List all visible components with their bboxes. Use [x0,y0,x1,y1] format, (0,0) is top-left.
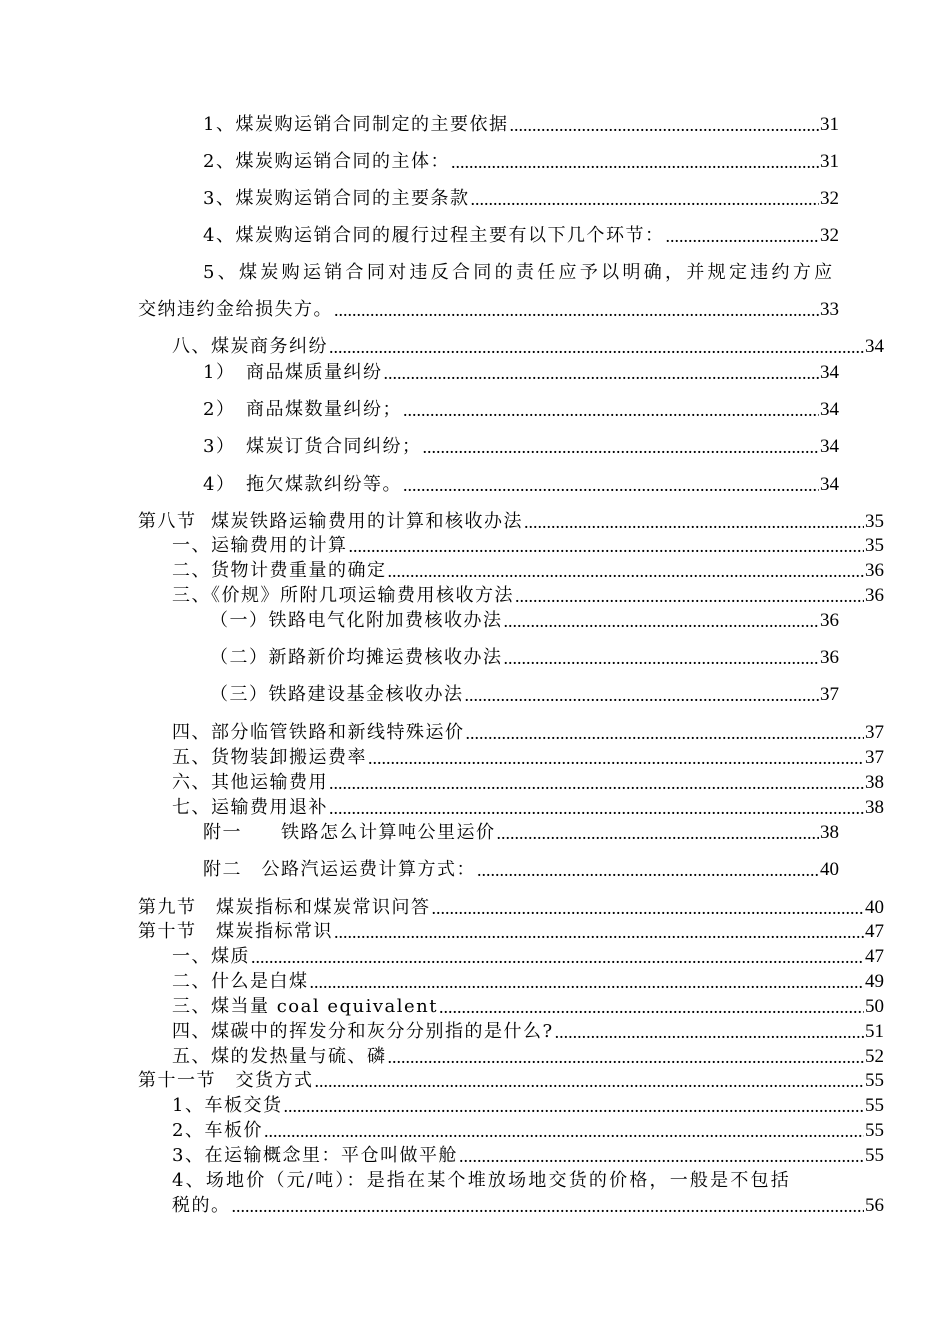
toc-entry[interactable] [172,336,884,358]
dot-leader [232,1195,865,1217]
dot-leader [329,336,864,358]
toc-entry-title: 第十节 煤炭指标常识 [138,921,333,942]
dot-leader [403,399,819,421]
toc-entry-title: 税的。 [172,1195,231,1216]
toc-entry[interactable] [172,535,884,557]
toc-page-number: 34 [820,436,839,457]
toc-entry[interactable] [172,946,884,968]
toc-entry[interactable] [138,511,884,533]
toc-entry[interactable] [138,921,884,943]
toc-page-number: 34 [865,336,884,357]
toc-page-number: 34 [820,362,839,383]
dot-leader [504,647,820,669]
toc-entry-title: 4） 拖欠煤款纠纷等。 [203,474,402,495]
toc-page-number: 49 [865,971,884,992]
toc-entry[interactable] [172,1021,884,1043]
toc-entry-title[interactable]: 5、煤炭购运销合同对违反合同的责任应予以明确，并规定违约方应 [203,262,836,283]
toc-page-number: 36 [820,610,839,631]
dot-leader [451,151,819,173]
dot-leader [251,946,864,968]
toc-entry[interactable] [172,1145,884,1167]
toc-page-number: 40 [865,897,884,918]
toc-entry-title: （二）新路新价均摊运费核收办法 [210,647,503,668]
dot-leader [422,436,819,458]
dot-leader [334,299,819,321]
toc-entry[interactable] [172,971,884,993]
toc-page-number: 35 [865,535,884,556]
toc-entry-title: 三、《价规》所附几项运输费用核收方法 [172,585,514,606]
toc-entry[interactable] [210,647,839,669]
toc-entry-title: （三）铁路建设基金核收办法 [210,684,464,705]
dot-leader [329,772,864,794]
toc-page-number: 34 [820,399,839,420]
toc-entry[interactable] [203,151,839,173]
toc-entry[interactable] [203,474,839,496]
dot-leader [349,535,865,557]
toc-entry[interactable] [203,225,839,247]
toc-entry[interactable] [172,996,884,1018]
toc-entry-title: 2、车板价 [172,1120,263,1141]
toc-entry-title: 附二 公路汽运运费计算方式： [203,859,476,880]
toc-entry-title: （一）铁路电气化附加费核收办法 [210,610,503,631]
toc-entry-title: 四、部分临管铁路和新线特殊运价 [172,722,465,743]
toc-page-number: 51 [865,1021,884,1042]
toc-page-number: 36 [865,560,884,581]
toc-entry-title: 3、煤炭购运销合同的主要条款 [203,188,470,209]
toc-page-number: 35 [865,511,884,532]
toc-page-number: 55 [865,1120,884,1141]
dot-leader [403,474,819,496]
dot-leader [555,1021,864,1043]
toc-page-number: 55 [865,1145,884,1166]
dot-leader [388,1046,865,1068]
toc-page-number: 55 [865,1095,884,1116]
toc-entry-title: 七、运输费用退补 [172,797,328,818]
toc-page-number: 37 [865,722,884,743]
toc-entry[interactable] [203,188,839,210]
toc-entry-title: 1） 商品煤质量纠纷 [203,362,383,383]
toc-entry-title: 4、煤炭购运销合同的履行过程主要有以下几个环节： [203,225,665,246]
toc-entry-title: 五、煤的发热量与硫、磷 [172,1046,387,1067]
toc-entry-title: 1、煤炭购运销合同制定的主要依据 [203,114,509,135]
toc-entry[interactable] [203,822,839,844]
dot-leader [315,1070,865,1092]
toc-page-number: 31 [820,151,839,172]
toc-page-number: 32 [820,188,839,209]
toc-entry-title: 第八节 煤炭铁路运输费用的计算和核收办法 [138,511,523,532]
toc-entry-title: 3、在运输概念里：平仓叫做平舱 [172,1145,458,1166]
toc-entry[interactable] [203,114,839,136]
toc-page-number: 37 [865,747,884,768]
toc-entry-title: 五、货物装卸搬运费率 [172,747,367,768]
dot-leader [466,722,865,744]
toc-entry[interactable] [172,1046,884,1068]
toc-entry[interactable] [172,747,884,769]
dot-leader [459,1145,864,1167]
toc-entry-title: 一、运输费用的计算 [172,535,348,556]
toc-entry[interactable] [138,299,839,321]
toc-entry-title: 二、货物计费重量的确定 [172,560,387,581]
dot-leader [388,560,865,582]
toc-entry[interactable] [172,585,884,607]
toc-entry-title[interactable]: 4、场地价（元/吨）：是指在某个堆放场地交货的价格，一般是不包括 [172,1170,791,1191]
toc-page-number: 34 [820,474,839,495]
dot-leader [439,996,864,1018]
dot-leader [509,114,819,136]
toc-entry[interactable] [172,1095,884,1117]
toc-entry[interactable] [138,897,884,919]
toc-entry-title: 第九节 煤炭指标和煤炭常识问答 [138,897,431,918]
toc-page-number: 38 [820,822,839,843]
dot-leader [504,610,820,632]
toc-page-number: 37 [820,684,839,705]
toc-page-number: 31 [820,114,839,135]
toc-entry-title: 八、煤炭商务纠纷 [172,336,328,357]
toc-entry[interactable] [203,362,839,384]
toc-page-number: 40 [820,859,839,880]
toc-page-number: 52 [865,1046,884,1067]
toc-entry-title: 3） 煤炭订货合同纠纷； [203,436,422,457]
toc-entry[interactable] [203,399,839,421]
dot-leader [470,188,819,210]
toc-page-number: 56 [865,1195,884,1216]
toc-entry[interactable] [172,722,884,744]
toc-entry-title: 六、其他运输费用 [172,772,328,793]
toc-page-number: 50 [865,996,884,1017]
toc-entry-title: 2） 商品煤数量纠纷； [203,399,402,420]
toc-entry-title: 二、什么是白煤 [172,971,309,992]
dot-leader [432,897,865,919]
toc-entry[interactable] [210,610,839,632]
toc-entry[interactable] [203,436,839,458]
dot-leader [334,921,864,943]
dot-leader [465,684,820,706]
toc-page-number: 47 [865,921,884,942]
dot-leader [524,511,864,533]
toc-entry[interactable] [210,684,839,706]
toc-entry[interactable] [172,560,884,582]
toc-entry[interactable] [138,1070,884,1092]
dot-leader [329,797,864,819]
toc-entry-title: 2、煤炭购运销合同的主体： [203,151,450,172]
toc-page-number: 36 [820,647,839,668]
toc-entry[interactable] [172,797,884,819]
toc-entry-title: 交纳违约金给损失方。 [138,299,333,320]
toc-page-number: 32 [820,225,839,246]
toc-page-number: 47 [865,946,884,967]
dot-leader [310,971,865,993]
dot-leader [264,1120,864,1142]
toc-entry[interactable] [172,772,884,794]
toc-entry-title: 一、煤质 [172,946,250,967]
toc-entry[interactable] [172,1120,884,1142]
toc-page-number: 55 [865,1070,884,1091]
dot-leader [515,585,864,607]
toc-entry-title: 1、车板交货 [172,1095,283,1116]
toc-entry-title: 第十一节 交货方式 [138,1070,314,1091]
toc-entry-title: 四、煤碳中的挥发分和灰分分别指的是什么? [172,1021,554,1042]
toc-page-number: 36 [865,585,884,606]
toc-page-number: 38 [865,797,884,818]
toc-entry[interactable] [203,859,839,881]
toc-page-number: 38 [865,772,884,793]
dot-leader [497,822,820,844]
toc-entry-title: 三、煤当量 coal equivalent [172,996,439,1017]
dot-leader [383,362,819,384]
dot-leader [665,225,819,247]
dot-leader [283,1095,864,1117]
dot-leader [368,747,864,769]
toc-entry[interactable] [172,1195,884,1217]
dot-leader [477,859,819,881]
toc-entry-title: 附一 铁路怎么计算吨公里运价 [203,822,496,843]
toc-page-number: 33 [820,299,839,320]
